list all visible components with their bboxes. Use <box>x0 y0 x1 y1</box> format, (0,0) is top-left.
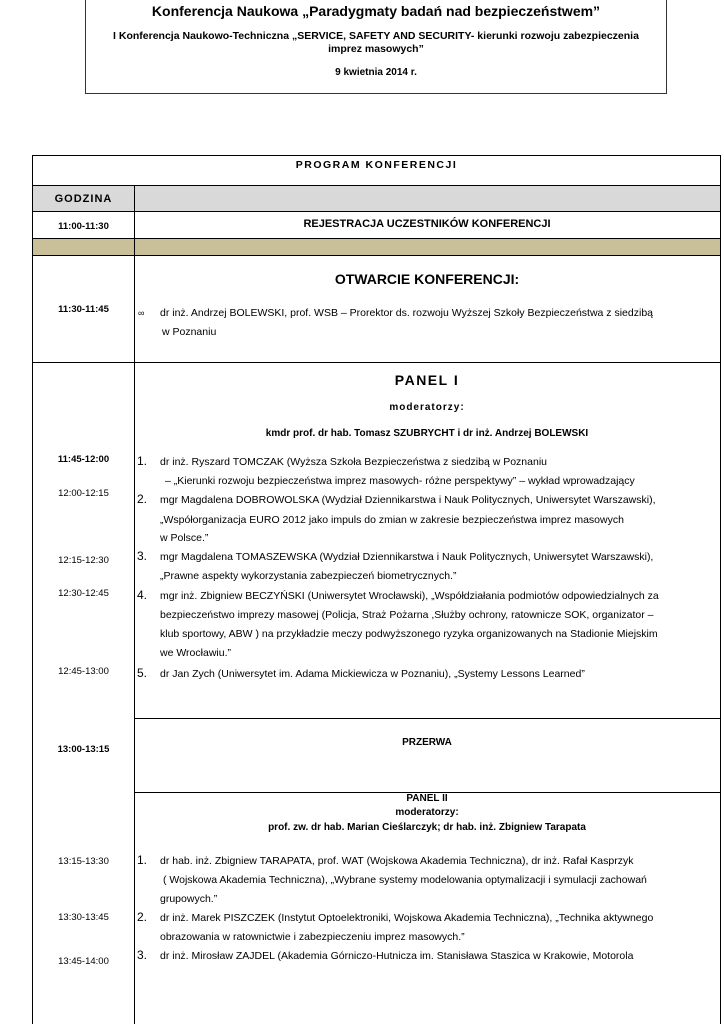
program-table <box>32 155 721 1024</box>
registration-time: 11:00-11:30 <box>58 221 109 232</box>
conference-subtitle: I Konferencja Naukowo-Techniczna „SERVICE, SAFETY AND SECURITY- kierunki rozwoju zabezpieczenia imprez masowych” <box>113 30 639 55</box>
separator-row <box>33 239 720 255</box>
panel2-item-3-line-1: dr inż. Mirosław ZAJDEL (Akademia Górniczo-Hutnicza im. Stanisława Staszica w Krakowie, Motorola <box>160 950 634 962</box>
panel2-item-3-num: 3. <box>137 948 148 962</box>
opening-title: OTWARCIE KONFERENCJI: <box>334 271 520 287</box>
panel2-item-2-line-1: dr inż. Marek PISZCZEK (Instytut Optoelektroniki, Wojskowa Akademia Techniczna), „Technika aktywnego <box>160 912 654 924</box>
panel1-moderators-label: moderatorzy: <box>389 402 465 413</box>
panel1-item-4-num: 4. <box>137 588 148 602</box>
opening-speaker: dr inż. Andrzej BOLEWSKI, prof. WSB – Prorektor ds. rozwoju Wyższej Szkoły Bezpieczeństwa z siedzibą <box>160 307 654 319</box>
break-time: 13:00-13:15 <box>57 744 110 755</box>
panel2-moderators: prof. zw. dr hab. Marian Cieślarczyk; dr hab. inż. Zbigniew Tarapata <box>268 822 586 833</box>
opening-speaker-cont: w Poznaniu <box>162 326 217 338</box>
opening-time: 11:30-11:45 <box>58 304 109 315</box>
panel1-time-5: 12:45-13:00 <box>58 666 109 677</box>
panel1-time-1: 11:45-12:00 <box>57 454 110 465</box>
panel1-moderators: kmdr prof. dr hab. Tomasz SZUBRYCHT i dr inż. Andrzej BOLEWSKI <box>265 428 589 439</box>
conference-date: 9 kwietnia 2014 r. <box>335 67 417 78</box>
panel2-item-1-line-1: dr hab. inż. Zbigniew TARAPATA, prof. WAT (Wojskowa Akademia Techniczna), dr inż. Rafał Kasprzyk <box>160 855 634 867</box>
panel1-item-5-line-1: dr Jan Zych (Uniwersytet im. Adama Mickiewicza w Poznaniu), „Systemy Lessons Learned” <box>160 668 585 680</box>
panel1-item-4-line-2: bezpieczeństwo imprezy masowej (Policja, Straż Pożarna ,Służby ochrony, ratownicze SOK, organizator – <box>160 609 654 621</box>
panel2-moderators-label: moderatorzy: <box>395 807 459 818</box>
panel1-item-2-line-1: mgr Magdalena DOBROWOLSKA (Wydział Dziennikarstwa i Nauk Politycznych, Uniwersytet Warszawski), <box>160 494 656 506</box>
panel1-item-2-line-3: w Polsce.” <box>160 532 209 544</box>
break-label: PRZERWA <box>402 737 452 748</box>
panel2-time-1: 13:15-13:30 <box>58 856 109 867</box>
panel1-item-1-num: 1. <box>137 454 148 468</box>
panel1-item-2-num: 2. <box>137 492 148 506</box>
header-box <box>85 0 667 94</box>
panel2-time-3: 13:45-14:00 <box>58 956 109 967</box>
panel2-item-2-line-2: obrazowania w ratownictwie i zabezpieczeniu imprez masowych.” <box>160 931 465 943</box>
panel1-item-5-num: 5. <box>137 666 148 680</box>
header-row-bg <box>33 185 720 211</box>
panel1-item-2-line-2: „Współorganizacja EURO 2012 jako impuls do zmian w zakresie bezpieczeństwa imprez masowych <box>160 514 624 526</box>
panel1-time-2: 12:00-12:15 <box>58 488 109 499</box>
panel2-item-1-line-3: grupowych.” <box>160 893 218 905</box>
panel2-title: PANEL II <box>406 793 448 804</box>
program-title: PROGRAM KONFERENCJI <box>295 159 458 171</box>
hour-column-header: GODZINA <box>54 193 113 205</box>
panel1-item-3-line-1: mgr Magdalena TOMASZEWSKA (Wydział Dziennikarstwa i Nauk Politycznych, Uniwersytet Warszawski), <box>160 551 654 563</box>
panel2-item-1-num: 1. <box>137 853 148 867</box>
panel1-item-3-line-2: „Prawne aspekty wykorzystania zabezpieczeń biometrycznych.” <box>160 570 457 582</box>
bullet-icon: ∞ <box>138 308 145 318</box>
panel1-item-1-line-2: – „Kierunki rozwoju bezpieczeństwa imprez masowych- różne perspektywy” – wykład wprowadzający <box>165 475 635 487</box>
conference-title: Konferencja Naukowa „Paradygmaty badań nad bezpieczeństwem” <box>151 3 601 19</box>
panel1-time-4: 12:30-12:45 <box>58 588 109 599</box>
panel1-item-1-line-1: dr inż. Ryszard TOMCZAK (Wyższa Szkoła Bezpieczeństwa z siedzibą w Poznaniu <box>160 456 547 468</box>
panel2-item-2-num: 2. <box>137 910 148 924</box>
registration-label: REJESTRACJA UCZESTNIKÓW KONFERENCJI <box>303 218 551 230</box>
panel1-item-4-line-3: klub sportowy, ABW ) na przykładzie meczy podwyższonego ryzyka organizowanych na Stadionie Miejskim <box>160 628 658 640</box>
panel1-item-4-line-1: mgr inż. Zbigniew BECZYŃSKI (Uniwersytet Wrocławski), „Współdziałania podmiotów odpowiedzialnych za <box>160 590 659 602</box>
panel2-time-2: 13:30-13:45 <box>58 912 109 923</box>
panel1-item-4-line-4: we Wrocławiu.” <box>160 647 231 659</box>
panel1-item-3-num: 3. <box>137 549 148 563</box>
panel1-time-3: 12:15-12:30 <box>58 555 109 566</box>
panel2-item-1-line-2: ( Wojskowa Akademia Techniczna), „Wybrane systemy modelowania optymalizacji i symulacji zachowań <box>163 874 647 886</box>
panel1-title: PANEL I <box>394 372 460 388</box>
